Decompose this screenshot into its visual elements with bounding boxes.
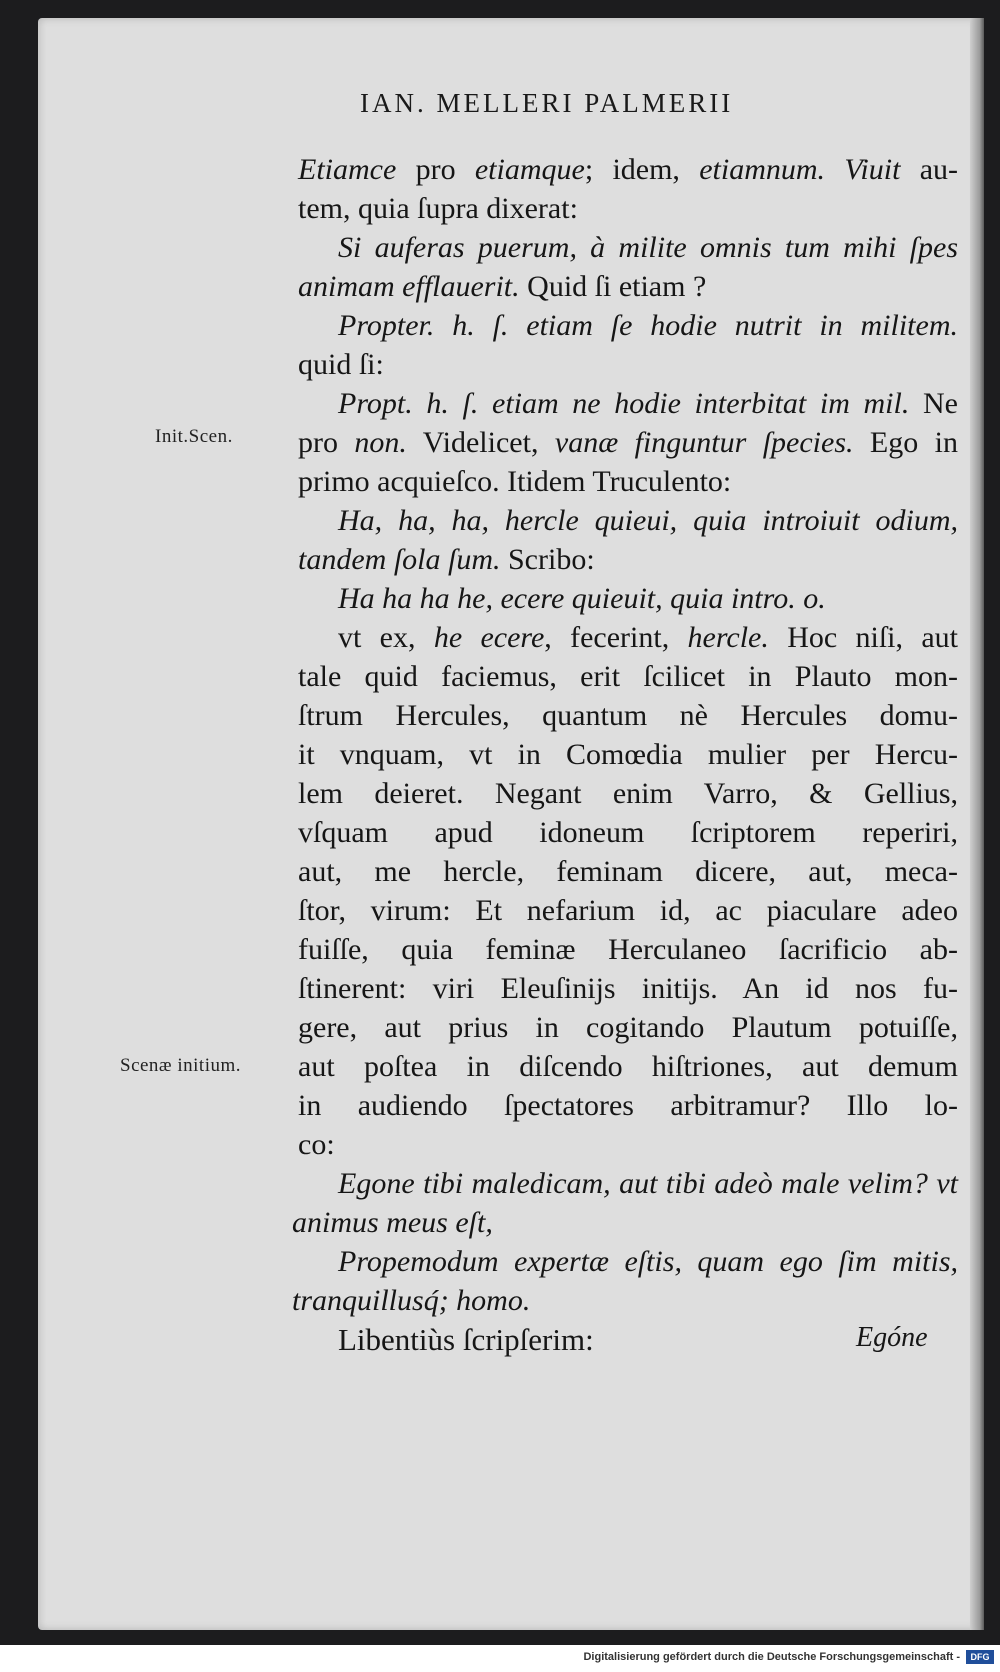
text-line: aut, me hercle, feminam dicere, aut, meca- [298,855,958,888]
margin-note-scenae-initium: Scenæ initium. [120,1055,241,1076]
text-line: vſquam apud idoneum ſcriptorem reperiri, [298,816,958,849]
text-line: animam efflauerit. Quid ſi etiam ? [298,270,707,303]
text-line: tale quid faciemus, erit ſcilicet in Plauto mon- [298,660,958,693]
text-line: in audiendo ſpectatores arbitramur? Illo lo- [298,1089,958,1122]
text-line: Libentiùs ſcripſerim: [338,1322,594,1357]
text-line: Propemodum expertæ eſtis, quam ego ſim mitis, [338,1245,958,1278]
text-line: Si auferas puerum, à milite omnis tum mihi ſpes [338,231,958,264]
body-text [292,150,959,1359]
footer-credit: Digitalisierung gefördert durch die Deutsche Forschungsgemeinschaft - [583,1651,960,1663]
text-line: tandem ſola ſum. Scribo: [298,543,595,576]
running-head: IAN. MELLERI PALMERII [360,88,734,118]
text-line: Ha ha ha he, ecere quieuit, quia intro. o. [338,582,826,615]
text-line: it vnquam, vt in Comœdia mulier per Hercu- [298,738,958,771]
text-line: Egone tibi maledicam, aut tibi adeò male velim? vt [338,1167,958,1200]
text-line: lem deieret. Negant enim Varro, & Gellius, [298,777,958,810]
text-line: ſtor, virum: Et nefarium id, ac piaculare adeo [298,894,958,927]
text-line: Etiamce pro etiamque; idem, etiamnum. Viuit au- [298,153,959,186]
text-line: fuiſſe, quia feminæ Herculaneo ſacrificio ab- [298,933,958,966]
text-line: ſtrum Hercules, quantum nè Hercules domu- [298,699,958,732]
text-line: aut poſtea in diſcendo hiſtriones, aut demum [298,1050,958,1083]
catchword: Egóne [856,1322,928,1353]
text-line: vt ex, he ecere, fecerint, hercle. Hoc niſi, aut [338,621,958,654]
text-line: gere, aut prius in cogitando Plautum potuiſſe, [298,1011,958,1044]
text-line: Propt. h. ſ. etiam ne hodie interbitat im mil. Ne [338,387,958,420]
dfg-logo: DFG [966,1650,994,1664]
text-line: co: [298,1128,335,1161]
text-line: Propter. h. ſ. etiam ſe hodie nutrit in militem. [338,309,958,342]
text-line: tranquillusq́; homo. [292,1284,531,1317]
text-line: animus meus eſt, [292,1206,493,1239]
text-line: pro non. Videlicet, vanæ finguntur ſpecies. Ego in [298,426,959,459]
page-edge [970,18,984,1630]
text-line: quid ſi: [298,348,384,381]
margin-note-init-scen: Init.Scen. [155,426,233,447]
footer-bar [0,1645,1000,1672]
text-line: Ha, ha, ha, hercle quieui, quia introiuit odium, [338,504,958,537]
text-line: primo acquieſco. Itidem Truculento: [298,465,732,498]
text-line: tem, quia ſupra dixerat: [298,192,578,225]
text-line: ſtinerent: viri Eleuſinijs initijs. An id nos fu- [298,972,958,1005]
